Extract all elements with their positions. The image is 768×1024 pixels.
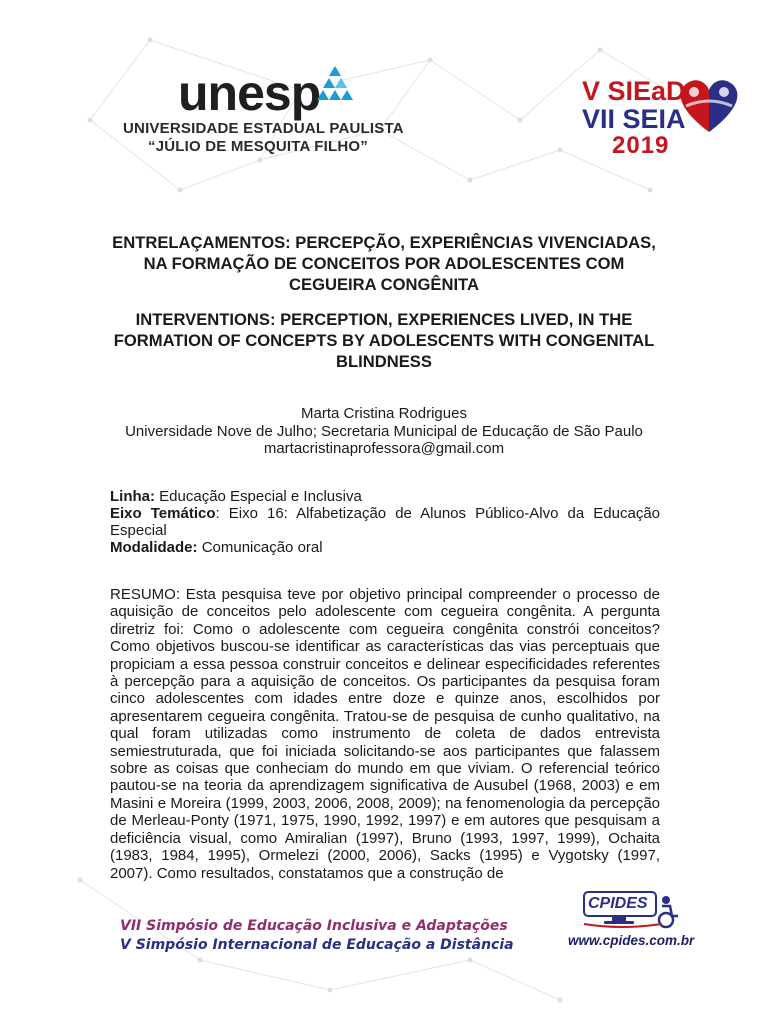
meta-eixo-value: : Eixo 16: Alfabetização de Alunos Público-Alvo da Educação Especial — [110, 505, 660, 539]
unesp-triangle-mark-icon — [310, 64, 360, 102]
author-name: Marta Cristina Rodrigues — [301, 405, 467, 422]
event-title-siead: V SIEaD — [582, 76, 686, 106]
meta-eixo — [110, 505, 660, 539]
meta-linha — [110, 488, 660, 505]
cpides-logo — [582, 890, 682, 930]
cpides-url-link[interactable]: www.cpides.com.br — [568, 933, 695, 948]
author-email[interactable]: martacristinaprofessora@gmail.com — [263, 440, 505, 457]
title-english: INTERVENTIONS: PERCEPTION, EXPERIENCES LIVED, IN THE FORMATION OF CONCEPTS BY ADOLESCENTS WITH CONGENITAL BLINDNESS — [113, 310, 655, 371]
meta-modalidade — [110, 539, 660, 556]
abstract-paragraph: RESUMO: Esta pesquisa teve por objetivo principal compreender o processo de aquisição de conceitos pelo adolescente com cegueira congênita. A pergunta diretriz foi: Como o adolescente com cegueira congênita constrói conceitos? Como objetivos buscou-se identificar as características das vias perceptuais que propiciam a essa pessoa construir conceitos e delinear especificidades referentes à percepção para a aquisição de conceitos. Os participantes da pesquisa foram cinco adolescentes com idades entre doze e quinze anos, escolhidos por apresentarem cegueira congênita. Tratou-se de pesquisa de cunho qualitativo, na qual foram utilizadas como instrumento de coleta de dados entrevista semiestruturada, que foi iniciada solicitando-se aos participantes que falassem sobre as coisas que conheciam do mundo em que viviam. O referencial teórico pautou-se na teoria da aprendizagem significativa de Ausubel (1968, 2003) e em Masini e Moreira (1999, 2003, 2006, 2008, 2009); na fenomenologia da percepção de Merleau-Ponty (1971, 1975, 1990, 1992, 1997) e em autores que pesquisam a deficiência visual, como Amiralian (1997), Bruno (1993, 1997, 1999), Ochaita (1983, 1984, 1995), Ormelezi (2000, 2006), Sacks (1995) e Vygotsky (1997, 2007). Como resultados, constatamos que a construção de — [110, 586, 660, 882]
event-year: 2019 — [612, 132, 670, 159]
author-affiliation: Universidade Nove de Julho; Secretaria Municipal de Educação de São Paulo — [125, 423, 643, 440]
event-logo — [574, 72, 754, 162]
footer-event-line2: V Simpósio Internacional de Educação a Distância — [120, 937, 514, 953]
meta-linha-label: Linha: — [110, 488, 155, 505]
meta-modalidade-value: Comunicação oral — [201, 539, 323, 556]
unesp-wordmark: unesp — [178, 65, 321, 121]
event-title-seia: VII SEIA — [582, 104, 686, 134]
cpides-logo-text: CPIDES — [588, 895, 648, 912]
meta-modalidade-label: Modalidade: — [110, 539, 198, 556]
meta-eixo-label: Eixo Temático — [110, 505, 216, 522]
unesp-logo — [120, 64, 404, 155]
unesp-university-subtitle: “JÚLIO DE MESQUITA FILHO” — [148, 138, 369, 155]
unesp-university-name: UNIVERSIDADE ESTADUAL PAULISTA — [123, 120, 404, 137]
title-portuguese: ENTRELAÇAMENTOS: PERCEPÇÃO, EXPERIÊNCIAS VIVENCIADAS, NA FORMAÇÃO DE CONCEITOS POR ADOLESCENTES COM CEGUEIRA CONGÊNITA — [112, 233, 656, 294]
footer-event-line1: VII Simpósio de Educação Inclusiva e Adaptações — [120, 918, 508, 934]
meta-linha-value: Educação Especial e Inclusiva — [159, 488, 362, 505]
